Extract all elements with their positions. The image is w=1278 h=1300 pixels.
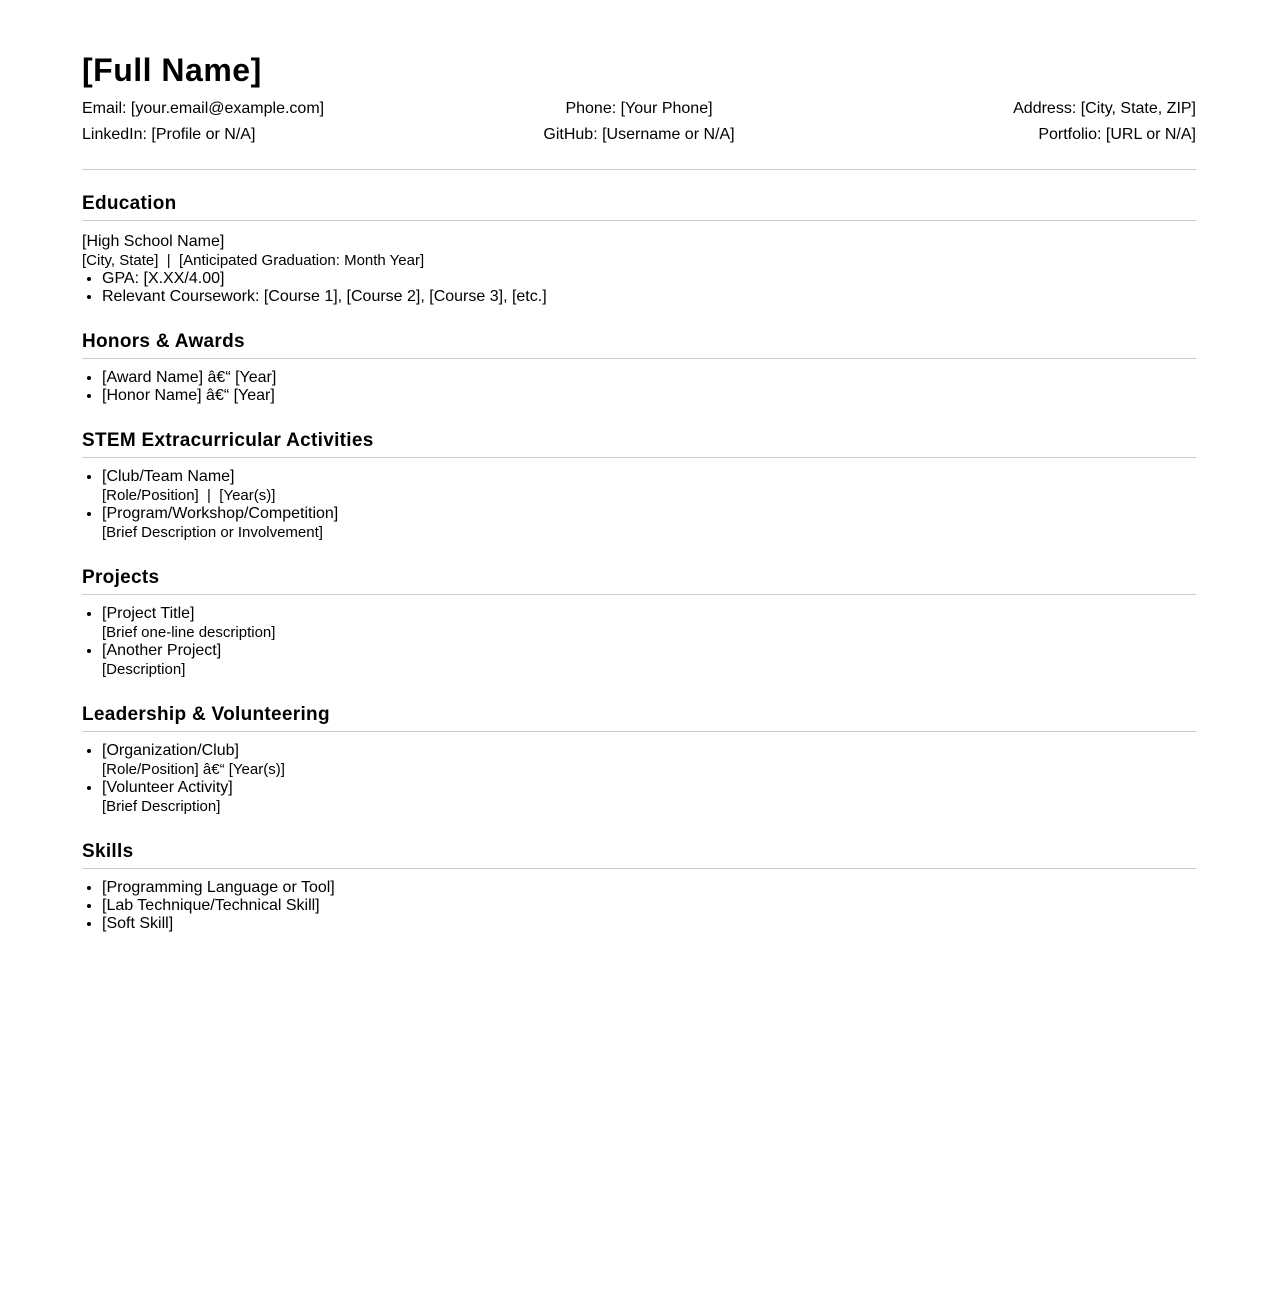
list-item <box>102 742 1196 779</box>
honors-title: Honors & Awards <box>82 330 1196 359</box>
list-item: • GPA: [X.XX/4.00] <box>102 270 1196 288</box>
skills-section <box>82 840 1196 933</box>
item-main: [Project Title] <box>102 605 195 622</box>
item-sub: [Role/Position] | [Year(s)] <box>102 487 276 504</box>
projects-section <box>82 566 1196 679</box>
linkedin: LinkedIn: [Profile or N/A] <box>82 126 256 143</box>
education-list <box>82 270 1196 306</box>
item-sub: [Brief one-line description] <box>102 624 276 641</box>
phone: Phone: [Your Phone] <box>565 100 713 117</box>
list-item <box>102 642 1196 679</box>
full-name: [Full Name] <box>82 52 262 88</box>
item-main: [Club/Team Name] <box>102 468 235 485</box>
leadership-title: Leadership & Volunteering <box>82 703 1196 732</box>
header-divider <box>82 169 1196 170</box>
list-item: • [Lab Technique/Technical Skill] <box>102 897 1196 915</box>
stem-title: STEM Extracurricular Activities <box>82 429 1196 458</box>
education-section <box>82 192 1196 306</box>
item-main: [Volunteer Activity] <box>102 779 233 796</box>
list-item: • [Award Name] â€“ [Year] <box>102 369 1196 387</box>
school-location-line: [City, State] | [Anticipated Graduation: Month Year] <box>82 252 425 269</box>
list-item: • Relevant Coursework: [Course 1], [Course 2], [Course 3], [etc.] <box>102 288 1196 306</box>
projects-title: Projects <box>82 566 1196 595</box>
contact-row-1 <box>82 96 1196 122</box>
item-main: [Program/Workshop/Competition] <box>102 505 339 522</box>
address: Address: [City, State, ZIP] <box>1013 100 1196 117</box>
item-main: [Organization/Club] <box>102 742 239 759</box>
honors-list <box>82 369 1196 405</box>
email: Email: [your.email@example.com] <box>82 100 325 117</box>
list-item <box>102 468 1196 505</box>
list-item: • [Soft Skill] <box>102 915 1196 933</box>
stem-section <box>82 429 1196 542</box>
list-item: • [Programming Language or Tool] <box>102 879 1196 897</box>
github: GitHub: [Username or N/A] <box>543 126 735 143</box>
portfolio: Portfolio: [URL or N/A] <box>1038 126 1196 143</box>
item-sub: [Brief Description] <box>102 798 221 815</box>
list-item <box>102 505 1196 542</box>
list-item <box>102 779 1196 816</box>
school-name: [High School Name] <box>82 233 225 250</box>
skills-list <box>82 879 1196 933</box>
list-item: • [Honor Name] â€“ [Year] <box>102 387 1196 405</box>
item-sub: [Brief Description or Involvement] <box>102 524 323 541</box>
item-sub: [Description] <box>102 661 186 678</box>
skills-title: Skills <box>82 840 1196 869</box>
list-item <box>102 605 1196 642</box>
honors-section <box>82 330 1196 405</box>
stem-list <box>82 468 1196 542</box>
resume-page <box>82 0 1196 933</box>
leadership-section <box>82 703 1196 816</box>
leadership-list <box>82 742 1196 816</box>
contact-row-2 <box>82 122 1196 148</box>
projects-list <box>82 605 1196 679</box>
item-main: [Another Project] <box>102 642 222 659</box>
education-title: Education <box>82 192 1196 221</box>
item-sub: [Role/Position] â€“ [Year(s)] <box>102 761 285 778</box>
